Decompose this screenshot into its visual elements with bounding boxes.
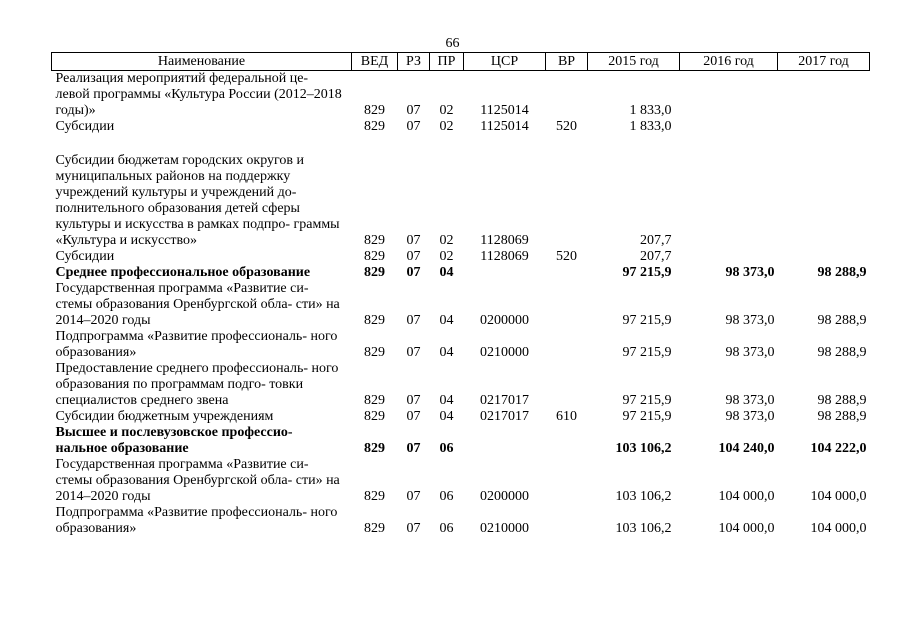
row-2016: 98 373,0 — [725, 409, 775, 424]
row-2016: 104 000,0 — [718, 521, 775, 536]
table-row — [52, 457, 870, 505]
row-2016: 98 373,0 — [725, 313, 775, 328]
row-2016 — [680, 71, 778, 120]
table-row — [52, 153, 870, 249]
row-csr: 0217017 — [480, 409, 529, 424]
row-vr — [546, 71, 588, 120]
header-pr: ПР — [430, 53, 464, 71]
table-header-row — [52, 53, 870, 71]
budget-table — [51, 52, 870, 537]
row-2017: 104 222,0 — [810, 441, 867, 456]
row-vr — [546, 425, 588, 457]
row-name: Субсидии бюджетам городских округов и муниципальных районов на поддержку учреждений культуры и учреждений до- полнительного образования детей сферы культуры и искусства в рамках подпро- граммы «Культура и искусство» — [55, 153, 340, 248]
row-name: Подпрограмма «Развитие профессиональ- ного образования» — [55, 505, 338, 536]
row-ved: 829 — [364, 249, 385, 264]
row-ved: 829 — [364, 521, 385, 536]
page-number: 66 — [445, 36, 460, 51]
table-row — [52, 425, 870, 457]
table-row — [52, 281, 870, 329]
row-2015: 97 215,9 — [622, 393, 672, 408]
row-2016 — [680, 119, 778, 135]
table-row — [52, 329, 870, 361]
row-pr: 02 — [439, 119, 454, 134]
row-rz: 07 — [406, 103, 421, 118]
header-vr: ВР — [546, 53, 588, 71]
row-2017 — [778, 119, 870, 135]
row-pr: 04 — [439, 345, 454, 360]
header-2017: 2017 год — [778, 53, 870, 71]
row-csr: 0210000 — [480, 521, 529, 536]
row-2015: 97 215,9 — [622, 313, 672, 328]
row-2016: 104 000,0 — [718, 489, 775, 504]
row-csr: 0200000 — [480, 489, 529, 504]
row-vr: 610 — [556, 409, 577, 424]
row-2015: 207,7 — [640, 233, 672, 248]
row-2017: 98 288,9 — [817, 345, 867, 360]
row-ved: 829 — [364, 313, 385, 328]
row-csr: 1128069 — [480, 233, 529, 248]
row-name: Субсидии — [55, 249, 115, 264]
row-2017: 98 288,9 — [817, 313, 867, 328]
table-row — [52, 361, 870, 409]
row-pr: 06 — [439, 521, 454, 536]
header-name: Наименование — [52, 53, 352, 71]
row-2017: 98 288,9 — [817, 393, 867, 408]
row-2015: 1 833,0 — [629, 103, 672, 118]
row-ved: 829 — [364, 265, 385, 280]
row-2015: 1 833,0 — [629, 119, 672, 134]
row-pr: 02 — [439, 249, 454, 264]
row-vr — [546, 457, 588, 505]
row-ved: 829 — [364, 393, 385, 408]
row-name: Подпрограмма «Развитие профессиональ- ного образования» — [55, 329, 338, 360]
row-ved: 829 — [364, 409, 385, 424]
row-rz: 07 — [406, 265, 421, 280]
row-2017 — [778, 249, 870, 265]
row-ved: 829 — [364, 489, 385, 504]
row-2017: 98 288,9 — [817, 409, 867, 424]
row-vr: 520 — [556, 119, 577, 134]
table-row — [52, 119, 870, 135]
row-name: Реализация мероприятий федеральной це- левой программы «Культура России (2012–2018 годы)» — [55, 71, 342, 118]
header-2015: 2015 год — [588, 53, 680, 71]
row-2015: 97 215,9 — [622, 265, 672, 280]
row-2017: 98 288,9 — [817, 265, 867, 280]
table-row — [52, 505, 870, 537]
row-ved: 829 — [364, 441, 385, 456]
row-csr: 0217017 — [480, 393, 529, 408]
row-vr — [546, 153, 588, 249]
row-name: Среднее профессиональное образование — [55, 265, 311, 280]
row-csr — [464, 265, 546, 281]
row-rz: 07 — [406, 313, 421, 328]
row-name: Субсидии — [55, 119, 115, 134]
row-pr: 04 — [439, 265, 454, 280]
row-ved: 829 — [364, 103, 385, 118]
row-pr: 02 — [439, 103, 454, 118]
row-rz: 07 — [406, 489, 421, 504]
row-vr — [546, 505, 588, 537]
row-vr — [546, 281, 588, 329]
header-ved: ВЕД — [352, 53, 398, 71]
row-2017 — [778, 71, 870, 120]
row-2015: 103 106,2 — [615, 489, 672, 504]
row-vr: 520 — [556, 249, 577, 264]
row-pr: 02 — [439, 233, 454, 248]
row-ved: 829 — [364, 233, 385, 248]
row-2016 — [680, 249, 778, 265]
table-row — [52, 265, 870, 281]
row-csr: 0200000 — [480, 313, 529, 328]
row-name: Предоставление среднего профессиональ- ного образования по программам подго- товки специалистов среднего звена — [55, 361, 339, 408]
row-rz: 07 — [406, 119, 421, 134]
row-csr: 1125014 — [480, 119, 529, 134]
row-ved: 829 — [364, 119, 385, 134]
table-row — [52, 409, 870, 425]
row-name: Государственная программа «Развитие си- стемы образования Оренбургской обла- сти» на 2014–2020 годы — [55, 281, 340, 328]
row-vr — [546, 361, 588, 409]
row-csr: 1125014 — [480, 103, 529, 118]
row-pr: 04 — [439, 409, 454, 424]
row-name: Субсидии бюджетным учреждениям — [55, 409, 274, 424]
header-csr: ЦСР — [464, 53, 546, 71]
row-2016 — [680, 153, 778, 249]
table-body — [52, 71, 870, 538]
row-2015: 97 215,9 — [622, 345, 672, 360]
table-row — [52, 249, 870, 265]
row-csr: 0210000 — [480, 345, 529, 360]
spacer-cell — [52, 135, 870, 153]
row-2015: 103 106,2 — [615, 441, 672, 456]
header-2016: 2016 год — [680, 53, 778, 71]
row-2016: 104 240,0 — [718, 441, 775, 456]
row-2017: 104 000,0 — [810, 521, 867, 536]
row-csr — [464, 425, 546, 457]
row-vr — [546, 329, 588, 361]
row-rz: 07 — [406, 345, 421, 360]
row-rz: 07 — [406, 233, 421, 248]
header-rz: РЗ — [398, 53, 430, 71]
row-2017: 104 000,0 — [810, 489, 867, 504]
row-name: Государственная программа «Развитие си- стемы образования Оренбургской обла- сти» на 2014–2020 годы — [55, 457, 340, 504]
row-ved: 829 — [364, 345, 385, 360]
row-pr: 04 — [439, 393, 454, 408]
row-rz: 07 — [406, 409, 421, 424]
row-2015: 207,7 — [640, 249, 672, 264]
row-rz: 07 — [406, 249, 421, 264]
row-pr: 06 — [439, 441, 454, 456]
row-rz: 07 — [406, 393, 421, 408]
row-pr: 06 — [439, 489, 454, 504]
row-pr: 04 — [439, 313, 454, 328]
row-rz: 07 — [406, 441, 421, 456]
row-csr: 1128069 — [480, 249, 529, 264]
spacer-row — [52, 135, 870, 153]
row-rz: 07 — [406, 521, 421, 536]
row-2015: 103 106,2 — [615, 521, 672, 536]
row-vr — [546, 265, 588, 281]
row-name: Высшее и послевузовское профессио- нальное образование — [55, 425, 293, 456]
table-row — [52, 71, 870, 120]
row-2016: 98 373,0 — [725, 393, 775, 408]
row-2016: 98 373,0 — [725, 345, 775, 360]
row-2016: 98 373,0 — [725, 265, 775, 280]
row-2015: 97 215,9 — [622, 409, 672, 424]
row-2017 — [778, 153, 870, 249]
